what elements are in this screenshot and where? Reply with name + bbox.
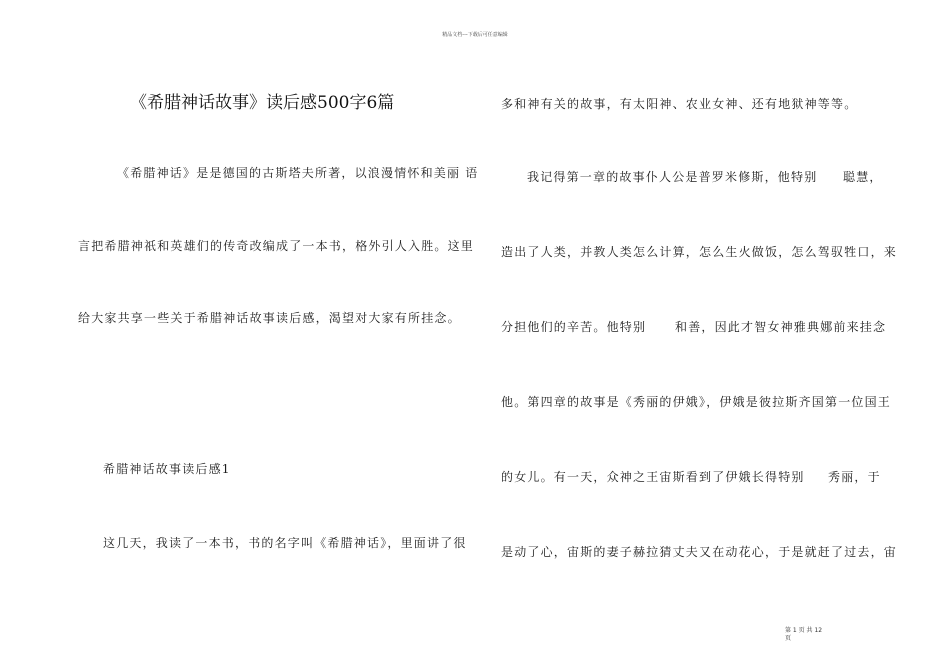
section-heading: 希腊神话故事读后感1 xyxy=(103,462,231,476)
body-line-1: 这几天，我读了一本书，书的名字叫《希腊神话》，里面讲了很 xyxy=(103,536,467,550)
page-number-line-1: 第 1 页 共 12 xyxy=(785,627,823,634)
right-line-6a: 的女儿。有一天，众神之王宙斯看到了伊娥长得特别 xyxy=(501,470,805,484)
intro-line-3: 给大家共享一些关于希腊神话故事读后感，渴望对大家有所挂念。 xyxy=(78,311,461,325)
page-number-line-2: 页 xyxy=(785,635,792,642)
page-header-note: 精品文档---下载后可任意编辑 xyxy=(442,32,508,38)
document-title: 《希腊神话故事》读后感500字6篇 xyxy=(130,93,395,113)
right-line-1: 多和神有关的故事，有太阳神、农业女神、还有地狱神等等。 xyxy=(501,97,858,111)
right-line-4a: 分担他们的辛苦。他特别 xyxy=(501,320,647,334)
intro-line-2: 言把希腊神祇和英雄们的传奇改编成了一本书，格外引人入胜。这里 xyxy=(78,239,475,253)
right-line-6b: 秀丽，于 xyxy=(828,470,881,484)
right-line-7: 是动了心，宙斯的妻子赫拉猜丈夫又在动花心，于是就赶了过去，宙 xyxy=(501,545,898,559)
page-number xyxy=(785,627,845,643)
right-line-2a: 我记得第一章的故事仆人公是普罗米修斯，他特别 xyxy=(527,170,818,184)
right-line-5: 他。第四章的故事是《秀丽的伊娥》，伊娥是彼拉斯齐国第一位国王 xyxy=(501,395,892,409)
right-line-4b: 和善，因此才智女神雅典娜前来挂念 xyxy=(675,320,887,334)
intro-line-1: 《希腊神话》是是德国的古斯塔夫所著，以浪漫情怀和美丽 语 xyxy=(117,166,479,180)
right-line-3: 造出了人类，并教人类怎么计算，怎么生火做饭，怎么驾驭牲口，来 xyxy=(501,245,898,259)
right-line-2b: 聪慧， xyxy=(843,170,883,184)
